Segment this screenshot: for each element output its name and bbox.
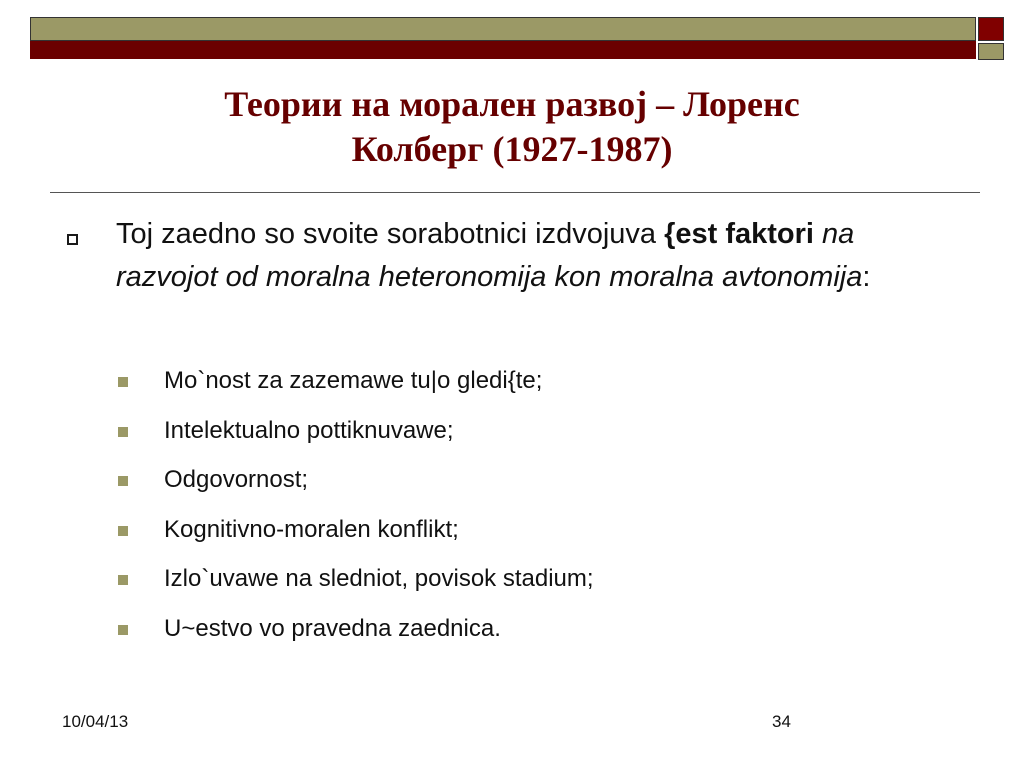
list-item xyxy=(116,614,594,664)
hollow-square-bullet-icon xyxy=(67,234,78,245)
list-item-text: Izlo`uvawe na sledniot, povisok stadium; xyxy=(164,565,594,592)
square-bullet-icon xyxy=(118,476,128,486)
header-bar-olive xyxy=(30,17,976,41)
list-item-text: Mo`nost za zazemawe tu|o gledi{te; xyxy=(164,367,543,394)
square-bullet-icon xyxy=(118,377,128,387)
sub-points-list xyxy=(116,366,594,663)
slide-title xyxy=(60,82,964,172)
list-item xyxy=(116,564,594,614)
footer-page-number: 34 xyxy=(772,712,791,731)
square-bullet-icon xyxy=(118,575,128,585)
main-point-end: : xyxy=(862,261,871,293)
main-point-italic: na razvojot od moralna heteronomija kon moralna avtonomija xyxy=(116,218,863,293)
main-point-text: Toj zaedno so svoite sorabotnici izdvojuva xyxy=(116,218,665,250)
footer-date: 10/04/13 xyxy=(62,712,129,731)
header-square-red xyxy=(978,17,1004,41)
list-item xyxy=(116,465,594,515)
slide-title-line1: Теории на морален развој – Лоренс xyxy=(224,84,800,124)
square-bullet-icon xyxy=(118,625,128,635)
header-square-olive xyxy=(978,43,1004,60)
list-item-text: Intelektualno pottiknuvawe; xyxy=(164,416,454,444)
slide-title-line2: Колберг (1927-1987) xyxy=(351,129,673,169)
list-item xyxy=(116,416,594,466)
list-item-text: U~estvo vo pravedna zaednica. xyxy=(164,614,501,642)
list-item-text: Odgovornost; xyxy=(164,466,309,493)
main-point xyxy=(116,213,956,299)
header-bar-red xyxy=(30,41,976,59)
square-bullet-icon xyxy=(118,526,128,536)
list-item xyxy=(116,515,594,565)
square-bullet-icon xyxy=(118,427,128,437)
title-divider xyxy=(50,192,980,193)
list-item xyxy=(116,366,594,416)
list-item-text: Kognitivno-moralen konflikt; xyxy=(164,515,459,543)
main-point-bold: {est faktori xyxy=(664,218,814,250)
